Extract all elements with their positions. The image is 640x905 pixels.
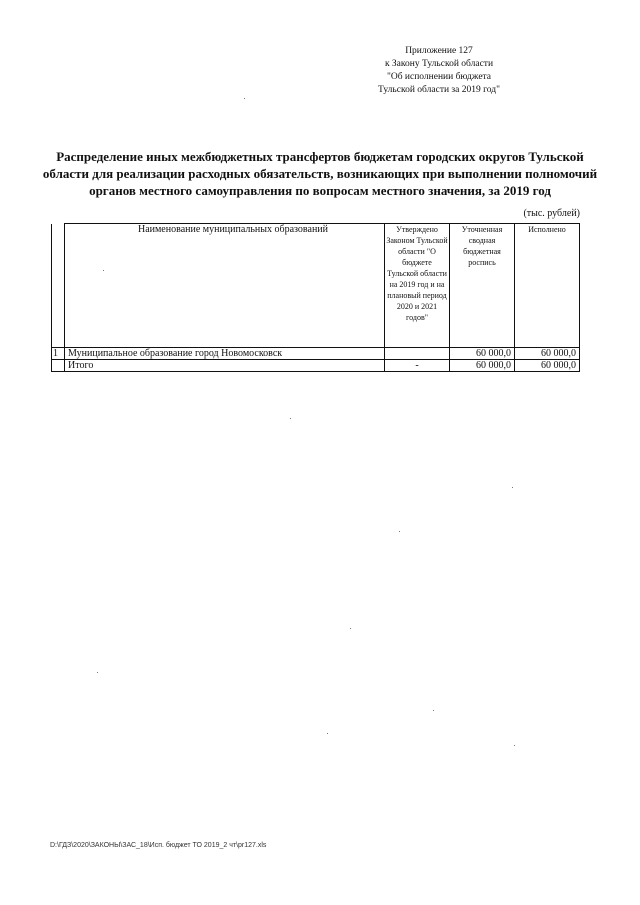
header-name: Наименование муниципальных образований bbox=[65, 224, 385, 348]
header-executed: Исполнено bbox=[515, 224, 580, 348]
header-specified: Уточненная сводная бюджетная роспись bbox=[450, 224, 515, 348]
table-header-row bbox=[52, 224, 580, 348]
row-specified: 60 000,0 bbox=[450, 348, 515, 360]
table-row bbox=[52, 348, 580, 360]
scan-speck bbox=[512, 487, 513, 488]
scan-speck bbox=[290, 418, 291, 419]
row-executed: 60 000,0 bbox=[515, 348, 580, 360]
scan-speck bbox=[327, 733, 328, 734]
row-number: 1 bbox=[52, 348, 65, 360]
appendix-line-3: "Об исполнении бюджета bbox=[386, 72, 492, 82]
document-title: Распределение иных межбюджетных трансфертов бюджетам городских округов Тульской области для реализации расходных обязательств, возникающих при выполнении полномочий органов местного самоуправления по вопросам местного значения, за 2019 год bbox=[42, 149, 598, 198]
distribution-table bbox=[51, 223, 580, 372]
total-specified: 60 000,0 bbox=[450, 360, 515, 372]
total-label: Итого bbox=[65, 360, 385, 372]
scan-speck bbox=[244, 98, 245, 99]
scan-speck bbox=[399, 531, 400, 532]
scan-speck bbox=[514, 745, 515, 746]
row-approved bbox=[385, 348, 450, 360]
header-number bbox=[52, 224, 65, 348]
appendix-line-1: Приложение 127 bbox=[405, 46, 473, 56]
scan-speck bbox=[97, 672, 98, 673]
appendix-line-2: к Закону Тульской области bbox=[384, 59, 494, 69]
scan-speck bbox=[350, 628, 351, 629]
appendix-note bbox=[339, 45, 539, 97]
row-name: Муниципальное образование город Новомосковск bbox=[65, 348, 385, 360]
file-path-footer: D:\ГДЗ\2020\ЗАКОНЫ\ЗАС_18\Исп. бюджет ТО 2019_2 чт\pr127.xls bbox=[50, 842, 267, 849]
scan-speck bbox=[103, 270, 104, 271]
table-total-row bbox=[52, 360, 580, 372]
total-executed: 60 000,0 bbox=[515, 360, 580, 372]
units-label: (тыс. рублей) bbox=[523, 208, 580, 219]
scan-speck bbox=[433, 710, 434, 711]
header-approved: Утверждено Законом Тульской области "О бюджете Тульской области на 2019 год и на плановый период 2020 и 2021 годов" bbox=[385, 224, 450, 348]
total-number bbox=[52, 360, 65, 372]
appendix-line-4: Тульской области за 2019 год" bbox=[378, 85, 500, 95]
total-approved: - bbox=[385, 360, 450, 372]
